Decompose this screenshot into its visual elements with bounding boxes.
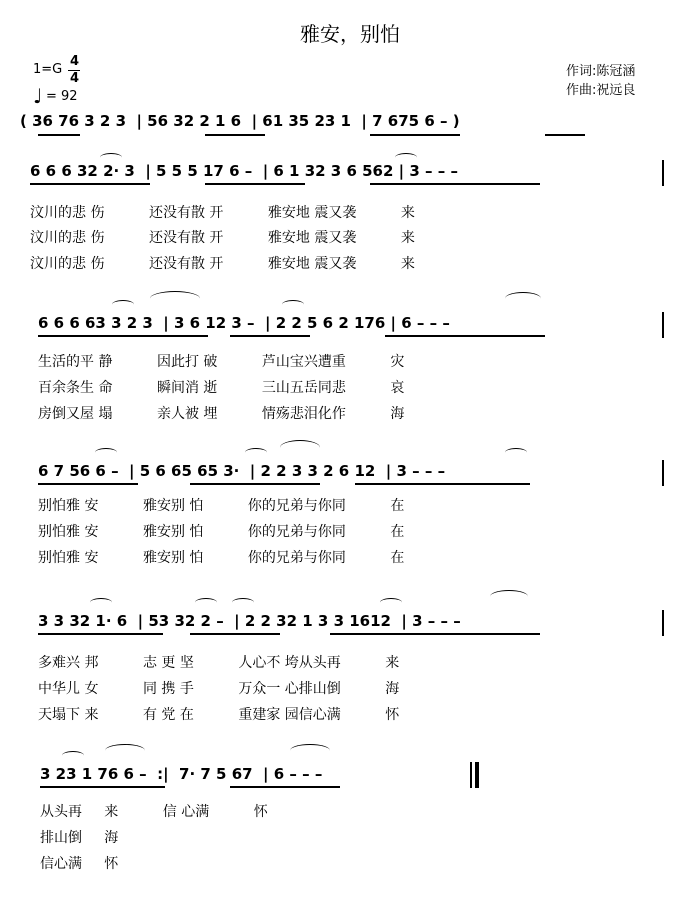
lyric-line-3: 汶川的悲 伤 还没有散 开 雅安地 震又袭 来 bbox=[30, 256, 415, 272]
slur-mark bbox=[282, 300, 304, 309]
slur-mark bbox=[62, 751, 84, 760]
beam-underline bbox=[330, 633, 540, 635]
lyric-line-1: 汶川的悲 伤 还没有散 开 雅安地 震又袭 来 bbox=[30, 205, 415, 221]
slur-mark bbox=[195, 598, 217, 607]
lyric-line-2: 中华儿 女 同 携 手 万众一 心排山倒 海 bbox=[38, 681, 400, 697]
slur-mark bbox=[505, 292, 541, 305]
barline bbox=[662, 460, 664, 486]
slur-mark bbox=[395, 153, 417, 162]
slur-mark bbox=[505, 448, 527, 457]
slur-mark bbox=[380, 598, 402, 607]
lyric-line-3: 别怕雅 安 雅安别 怕 你的兄弟与你同 在 bbox=[38, 550, 405, 566]
slur-mark bbox=[112, 300, 134, 309]
lyric-line-2: 百余条生 命 瞬间消 逝 三山五岳同悲 哀 bbox=[38, 380, 405, 396]
slur-mark bbox=[490, 590, 528, 603]
time-signature-bottom: 4 bbox=[70, 71, 80, 86]
slur-mark bbox=[90, 598, 112, 607]
beam-underline bbox=[230, 786, 340, 788]
beam-underline bbox=[190, 633, 280, 635]
beam-underline bbox=[205, 134, 265, 136]
slur-mark bbox=[245, 448, 267, 457]
tempo-note-icon: ♩ bbox=[33, 84, 43, 108]
key-signature: 1=G bbox=[33, 62, 63, 77]
barline bbox=[662, 312, 664, 338]
beam-underline bbox=[370, 134, 460, 136]
score-system-5-notes: 3 23 1 76 6 – :| 7· 7 5 67 | 6 – – – bbox=[40, 765, 323, 783]
composer-credit: 作曲:祝远良 bbox=[566, 83, 636, 98]
beam-underline bbox=[40, 786, 165, 788]
beam-underline bbox=[38, 483, 138, 485]
beam-underline bbox=[38, 134, 80, 136]
lyric-line-3: 房倒又屋 塌 亲人被 埋 情殇悲泪化作 海 bbox=[38, 406, 405, 422]
lyric-line-3: 天塌下 来 有 党 在 重建家 园信心满 怀 bbox=[38, 707, 400, 723]
beam-underline bbox=[355, 483, 530, 485]
score-system-intro-notes: ( 36 76 3 2 3 | 56 32 2 1 6 | 61 35 23 1 | 7 675 6 – ) bbox=[20, 112, 460, 130]
tempo-value: = 92 bbox=[46, 89, 78, 104]
slur-mark bbox=[105, 744, 145, 757]
score-system-3-notes: 6 7 56 6 – | 5 6 65 65 3· | 2 2 3 3 2 6 12 | 3 – – – bbox=[38, 462, 446, 480]
barline bbox=[662, 160, 664, 186]
beam-underline bbox=[38, 335, 208, 337]
final-barline-thick bbox=[475, 762, 479, 788]
slur-mark bbox=[150, 291, 200, 306]
slur-mark bbox=[290, 744, 330, 757]
lyric-line-1: 从头再 来 信 心满 怀 bbox=[40, 804, 268, 820]
beam-underline bbox=[205, 183, 305, 185]
beam-underline bbox=[230, 335, 310, 337]
song-title: 雅安，别怕 bbox=[300, 22, 400, 46]
lyric-line-2: 汶川的悲 伤 还没有散 开 雅安地 震又袭 来 bbox=[30, 230, 415, 246]
time-signature-top: 4 bbox=[70, 54, 80, 69]
beam-underline bbox=[385, 335, 545, 337]
beam-underline bbox=[545, 134, 585, 136]
slur-mark bbox=[100, 153, 122, 162]
slur-mark bbox=[95, 448, 117, 457]
lyricist-credit: 作词:陈冠涵 bbox=[566, 64, 636, 79]
lyric-line-3: 信心满 怀 bbox=[40, 856, 119, 872]
score-system-2-notes: 6 6 6 63 3 2 3 | 3 6 12 3 – | 2 2 5 6 2 176 | 6 – – – bbox=[38, 314, 450, 332]
slur-mark bbox=[280, 440, 320, 455]
slur-mark bbox=[232, 598, 254, 607]
score-system-4-notes: 3 3 32 1· 6 | 53 32 2 – | 2 2 32 1 3 3 1612 | 3 – – – bbox=[38, 612, 461, 630]
final-barline bbox=[470, 762, 472, 788]
beam-underline bbox=[30, 183, 150, 185]
lyric-line-2: 别怕雅 安 雅安别 怕 你的兄弟与你同 在 bbox=[38, 524, 405, 540]
lyric-line-1: 生活的平 静 因此打 破 芦山宝兴遭重 灾 bbox=[38, 354, 405, 370]
beam-underline bbox=[370, 183, 540, 185]
beam-underline bbox=[190, 483, 320, 485]
beam-underline bbox=[38, 633, 163, 635]
lyric-line-1: 多难兴 邦 志 更 坚 人心不 垮从头再 来 bbox=[38, 655, 400, 671]
score-system-1-notes: 6 6 6 32 2· 3 | 5 5 5 17 6 – | 6 1 32 3 6 562 | 3 – – – bbox=[30, 162, 458, 180]
barline bbox=[662, 610, 664, 636]
lyric-line-2: 排山倒 海 bbox=[40, 830, 119, 846]
lyric-line-1: 别怕雅 安 雅安别 怕 你的兄弟与你同 在 bbox=[38, 498, 405, 514]
